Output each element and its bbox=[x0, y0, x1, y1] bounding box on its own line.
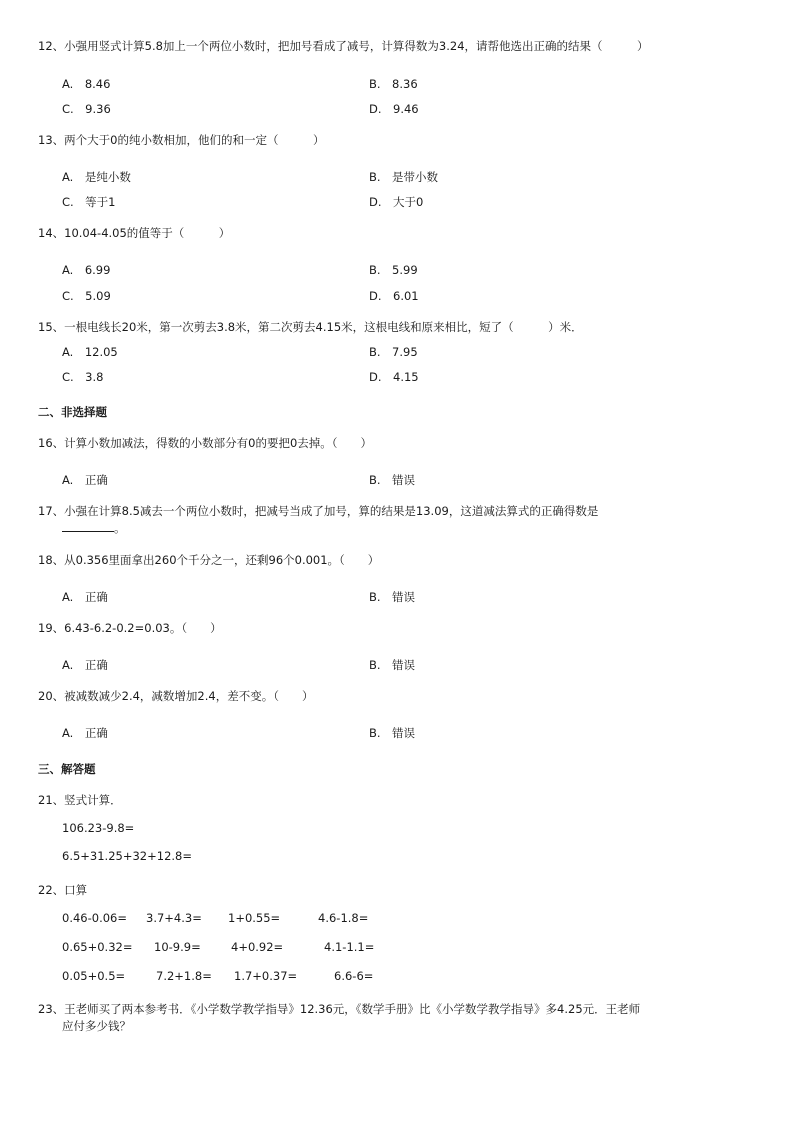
question-12-text: 12、小强用竖式计算5.8加上一个两位小数时，把加号看成了减号，计算得数为3.24，请帮他选出正确的结果（ ） bbox=[38, 39, 649, 53]
mental-math-item: 1+0.55= bbox=[228, 911, 281, 925]
mental-math-row-1 bbox=[62, 911, 402, 925]
mental-math-item: 10-9.9= bbox=[154, 940, 201, 954]
mental-math-item: 3.7+4.3= bbox=[146, 911, 202, 925]
mental-math-item: 0.05+0.5= bbox=[62, 969, 126, 983]
question-18-text: 18、从0.356里面拿出260个千分之一，还剩96个0.001。（ ） bbox=[38, 553, 380, 567]
question-14-option-d[interactable]: D. 6.01 bbox=[369, 289, 419, 303]
question-13-option-d[interactable]: D. 大于0 bbox=[369, 195, 424, 209]
question-13-text: 13、两个大于0的纯小数相加，他们的和一定（ ） bbox=[38, 133, 325, 147]
question-13-option-b[interactable]: B. 是带小数 bbox=[369, 170, 439, 184]
question-12-option-c[interactable]: C. 9.36 bbox=[62, 102, 111, 116]
question-12-option-d[interactable]: D. 9.46 bbox=[369, 102, 419, 116]
mental-math-item: 4.1-1.1= bbox=[324, 940, 375, 954]
mental-math-row-3 bbox=[62, 969, 402, 983]
question-15-text: 15、一根电线长20米，第一次剪去3.8米，第二次剪去4.15米，这根电线和原来相比，短了（ ）米． bbox=[38, 320, 583, 334]
answer-blank[interactable] bbox=[62, 521, 114, 532]
question-15-option-c[interactable]: C. 3.8 bbox=[62, 370, 104, 384]
question-21-item-2: 6.5+31.25+32+12.8= bbox=[62, 849, 192, 863]
mental-math-item: 0.46-0.06= bbox=[62, 911, 127, 925]
mental-math-item: 4.6-1.8= bbox=[318, 911, 369, 925]
question-14-option-c[interactable]: C. 5.09 bbox=[62, 289, 111, 303]
question-23-text-line-2: 应付多少钱？ bbox=[62, 1019, 131, 1033]
question-20-text: 20、被减数减少2.4，减数增加2.4，差不变。（ ） bbox=[38, 689, 314, 703]
question-16-option-a[interactable]: A. 正确 bbox=[62, 473, 108, 487]
question-17-text: 17、小强在计算8.5减去一个两位小数时，把减号当成了加号，算的结果是13.09，这道减法算式的正确得数是 bbox=[38, 504, 599, 518]
mental-math-item: 1.7+0.37= bbox=[234, 969, 298, 983]
question-17-period: 。 bbox=[114, 521, 126, 535]
section-heading-answers: 三、解答题 bbox=[38, 762, 96, 776]
mental-math-item: 7.2+1.8= bbox=[156, 969, 212, 983]
mental-math-item: 0.65+0.32= bbox=[62, 940, 133, 954]
question-14-text: 14、10.04-4.05的值等于（ ） bbox=[38, 226, 231, 240]
question-15-option-a[interactable]: A. 12.05 bbox=[62, 345, 118, 359]
question-12-option-a[interactable]: A. 8.46 bbox=[62, 77, 111, 91]
question-19-option-a[interactable]: A. 正确 bbox=[62, 658, 108, 672]
question-22-text: 22、口算 bbox=[38, 883, 88, 897]
question-14-option-a[interactable]: A. 6.99 bbox=[62, 263, 111, 277]
question-18-option-b[interactable]: B. 错误 bbox=[369, 590, 416, 604]
question-21-text: 21、竖式计算． bbox=[38, 793, 122, 807]
question-17-answer-line bbox=[62, 521, 126, 535]
mental-math-item: 6.6-6= bbox=[334, 969, 374, 983]
section-heading-non-choice: 二、非选择题 bbox=[38, 405, 107, 419]
question-16-option-b[interactable]: B. 错误 bbox=[369, 473, 416, 487]
question-23-text: 23、王老师买了两本参考书．《小学数学教学指导》12.36元，《数学手册》比《小学数学教学指导》多4.25元．王老师 bbox=[38, 1002, 641, 1016]
question-19-option-b[interactable]: B. 错误 bbox=[369, 658, 416, 672]
mental-math-item: 4+0.92= bbox=[231, 940, 284, 954]
question-20-option-a[interactable]: A. 正确 bbox=[62, 726, 108, 740]
question-13-option-a[interactable]: A. 是纯小数 bbox=[62, 170, 131, 184]
question-15-option-b[interactable]: B. 7.95 bbox=[369, 345, 418, 359]
question-15-option-d[interactable]: D. 4.15 bbox=[369, 370, 419, 384]
question-12-option-b[interactable]: B. 8.36 bbox=[369, 77, 418, 91]
question-18-option-a[interactable]: A. 正确 bbox=[62, 590, 108, 604]
mental-math-row-2 bbox=[62, 940, 402, 954]
question-21-item-1: 106.23-9.8= bbox=[62, 821, 135, 835]
question-13-option-c[interactable]: C. 等于1 bbox=[62, 195, 116, 209]
question-20-option-b[interactable]: B. 错误 bbox=[369, 726, 416, 740]
question-14-option-b[interactable]: B. 5.99 bbox=[369, 263, 418, 277]
question-16-text: 16、计算小数加减法，得数的小数部分有0的要把0去掉。（ ） bbox=[38, 436, 373, 450]
question-19-text: 19、6.43-6.2-0.2=0.03。（ ） bbox=[38, 621, 222, 635]
